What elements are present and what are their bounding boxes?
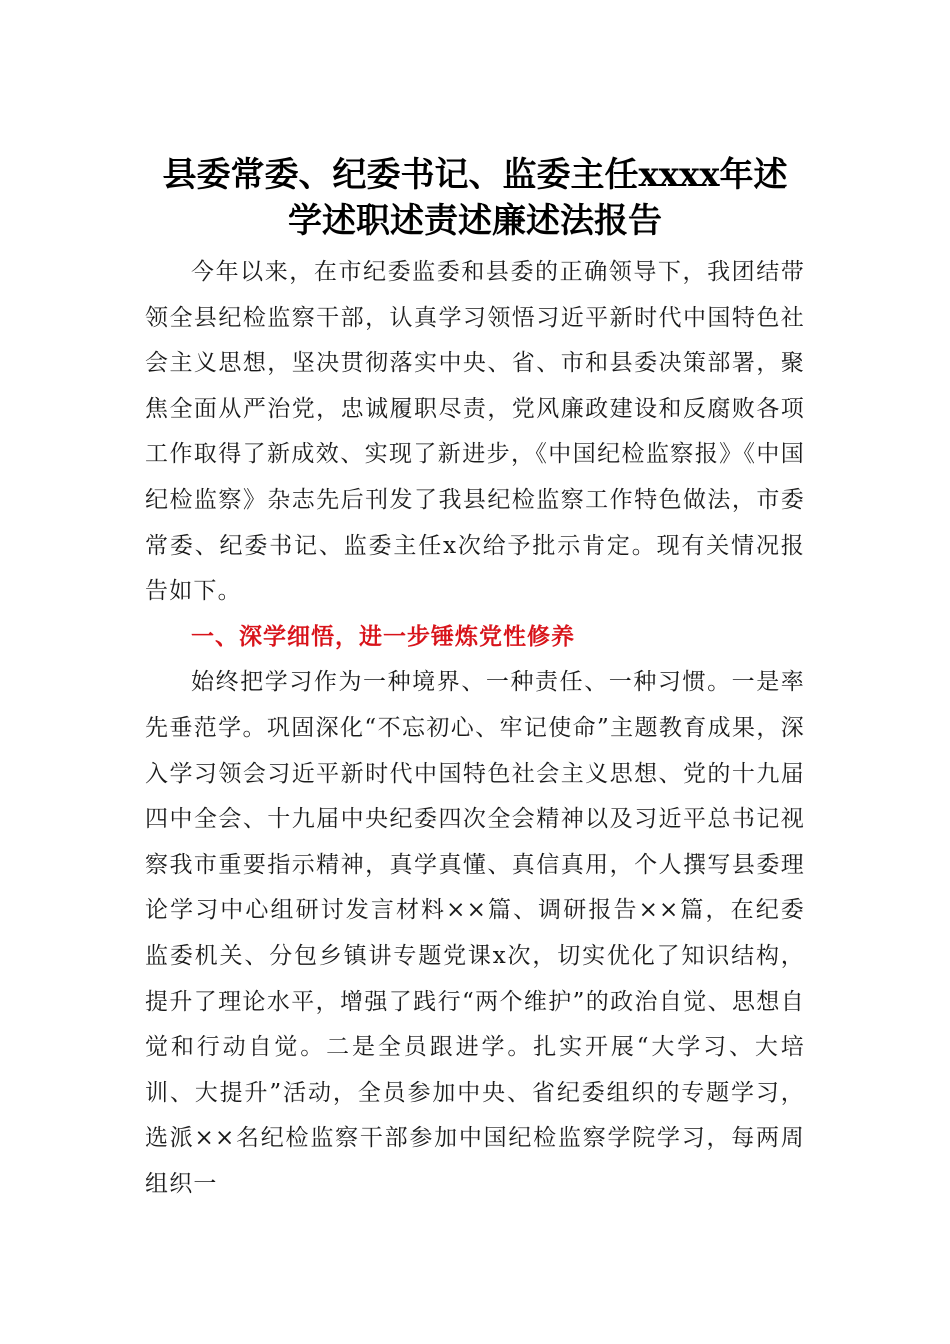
document-title-line-1: 县委常委、纪委书记、监委主任xxxx年述: [162, 155, 788, 195]
section-1-paragraph: 始终把学习作为一种境界、一种责任、一种习惯。一是率先垂范学。巩固深化“不忘初心、牢记使命”主题教育成果，深入学习领会习近平新时代中国特色社会主义思想、党的十九届四中全会、十九届中央纪委四次全会精神以及习近平总书记视察我市重要指示精神，真学真懂、真信真用，个人撰写县委理论学习中心组研讨发言材料××篇、调研报告××篇，在纪委监委机关、分包乡镇讲专题党课x次，切实优化了知识结构，提升了理论水平，增强了践行“两个维护”的政治自觉、思想自觉和行动自觉。二是全员跟进学。扎实开展“大学习、大培训、大提升”活动，全员参加中央、省纪委组织的专题学习，选派××名纪检监察干部参加中国纪检监察学院学习，每两周组织一: [145, 669, 805, 1197]
section-heading-1: 一、深学细悟，进一步锤炼党性修养: [191, 623, 575, 650]
document-title-line-2: 学述职述责述廉述法报告: [288, 201, 662, 241]
intro-paragraph: 今年以来，在市纪委监委和县委的正确领导下，我团结带领全县纪检监察干部，认真学习领悟习近平新时代中国特色社会主义思想，坚决贯彻落实中央、省、市和县委决策部署，聚焦全面从严治党，忠诚履职尽责，党风廉政建设和反腐败各项工作取得了新成效、实现了新进步，《中国纪检监察报》《中国纪检监察》杂志先后刊发了我县纪检监察工作特色做法，市委常委、纪委书记、监委主任x次给予批示肯定。现有关情况报告如下。: [145, 259, 805, 605]
document-body: [145, 250, 805, 1207]
